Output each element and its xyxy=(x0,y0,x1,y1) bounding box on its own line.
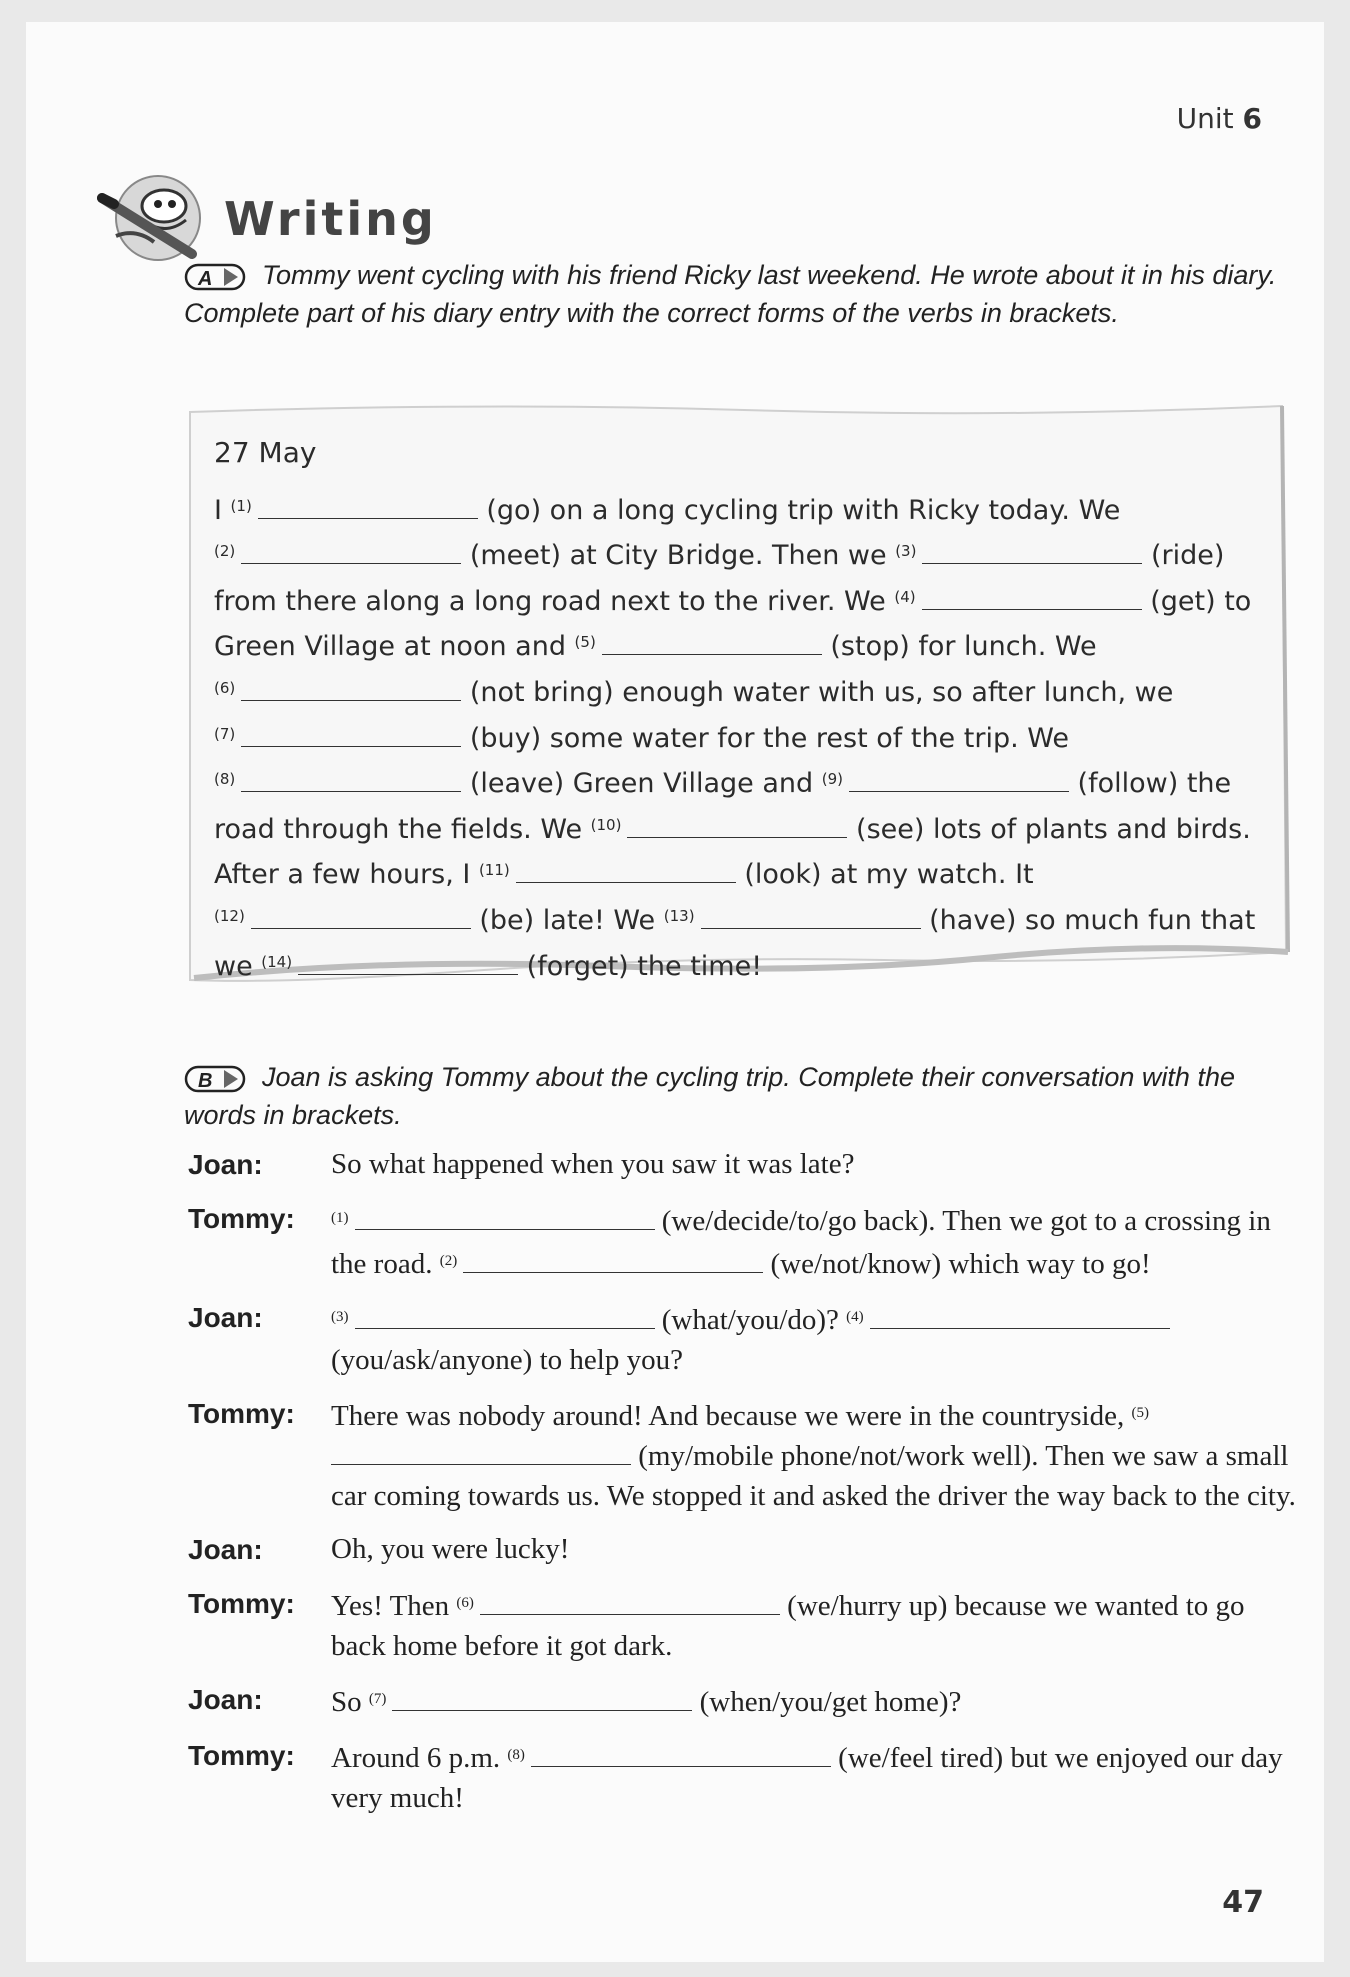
speaker-name: Tommy: xyxy=(188,1740,295,1771)
answer-blank[interactable] xyxy=(392,1688,692,1711)
text-segment: Yes! Then xyxy=(331,1590,457,1622)
unit-label xyxy=(1177,102,1262,135)
diary-line xyxy=(214,531,1264,577)
text-segment: (be) late! We xyxy=(470,904,664,936)
answer-blank[interactable] xyxy=(355,1306,655,1329)
speaker-line xyxy=(331,1297,1298,1380)
speaker-name: Joan: xyxy=(188,1149,263,1180)
text-segment: Oh, you were lucky! xyxy=(331,1533,570,1565)
diary-text xyxy=(214,432,1264,987)
answer-blank[interactable] xyxy=(463,1250,763,1273)
answer-blank[interactable] xyxy=(922,587,1142,610)
item-number: (3) xyxy=(895,542,917,561)
item-number: (10) xyxy=(590,815,622,834)
exercise-b-text: Joan is asking Tommy about the cycling trip. Complete their conversation with the words in brackets. xyxy=(184,1062,1235,1130)
text-segment: (see) lots of plants and birds. xyxy=(847,813,1251,845)
speaker-name: Tommy: xyxy=(188,1398,295,1429)
conversation-turn xyxy=(188,1735,1298,1818)
conversation-turn xyxy=(188,1529,1298,1570)
exercise-a-badge-icon xyxy=(184,262,250,292)
text-segment: (get) to xyxy=(1141,585,1252,617)
text-segment: (stop) for lunch. We xyxy=(821,631,1097,663)
text-segment: (my/mobile phone/not/work well). Then we saw a small car coming towards us. We stopped it and asked the driver the way back to the city. xyxy=(331,1440,1296,1512)
conversation-turn xyxy=(188,1297,1298,1380)
text-segment: (leave) Green Village and xyxy=(461,768,822,800)
diary-line xyxy=(214,759,1264,805)
text-segment: I xyxy=(214,494,231,526)
item-number: (4) xyxy=(894,587,916,606)
text-segment: So what happened when you saw it was late? xyxy=(331,1148,855,1180)
conversation-turn xyxy=(188,1393,1298,1516)
answer-blank[interactable] xyxy=(241,541,461,564)
text-segment: we xyxy=(214,950,262,982)
diary-line xyxy=(214,668,1264,714)
item-number: (8) xyxy=(214,770,236,789)
answer-blank[interactable] xyxy=(241,678,461,701)
answer-blank[interactable] xyxy=(602,632,822,655)
exercise-a-letter: A xyxy=(198,267,213,290)
item-number: (7) xyxy=(214,724,236,743)
text-segment: (we/not/know) which way to go! xyxy=(763,1248,1151,1280)
item-number: (5) xyxy=(1131,1405,1149,1421)
section-heading: Writing xyxy=(224,192,437,246)
answer-blank[interactable] xyxy=(701,906,921,929)
text-segment: (we/feel tired) but we enjoyed our day very much! xyxy=(331,1742,1283,1814)
diary-entry xyxy=(184,392,1294,982)
text-segment: from there along a long road next to the river. We xyxy=(214,585,895,617)
item-number: (1) xyxy=(331,1210,349,1226)
diary-line xyxy=(214,850,1264,896)
answer-blank[interactable] xyxy=(241,769,461,792)
speaker-line xyxy=(331,1144,1298,1185)
speaker-line xyxy=(331,1198,1298,1284)
item-number: (1) xyxy=(230,496,252,515)
text-segment: (we/decide/to/go back). Then we got to a crossing in the road. xyxy=(331,1205,1271,1280)
item-number: (9) xyxy=(821,770,843,789)
exercise-b-badge-icon xyxy=(184,1064,250,1094)
answer-blank[interactable] xyxy=(251,906,471,929)
page-number: 47 xyxy=(1222,1885,1264,1920)
answer-blank[interactable] xyxy=(531,1744,831,1767)
item-number: (12) xyxy=(214,906,245,925)
speaker-line xyxy=(331,1679,1298,1722)
item-number: (13) xyxy=(663,906,695,925)
answer-blank[interactable] xyxy=(355,1207,655,1230)
exercise-a-instruction xyxy=(184,256,1294,332)
diary-line xyxy=(214,805,1264,851)
diary-lines xyxy=(214,486,1264,988)
answer-blank[interactable] xyxy=(480,1592,780,1615)
item-number: (6) xyxy=(456,1595,474,1611)
speaker-name: Tommy: xyxy=(188,1203,295,1234)
pencil-mascot-icon xyxy=(96,158,216,268)
text-segment: (ride) xyxy=(1142,540,1225,572)
text-segment: (look) at my watch. It xyxy=(735,859,1034,891)
text-segment: (follow) the xyxy=(1068,768,1232,800)
speaker-name: Joan: xyxy=(188,1302,263,1333)
diary-line xyxy=(214,714,1264,760)
item-number: (2) xyxy=(439,1253,458,1269)
answer-blank[interactable] xyxy=(849,769,1069,792)
item-number: (4) xyxy=(846,1309,864,1325)
conversation-turn xyxy=(188,1583,1298,1666)
item-number: (5) xyxy=(574,633,596,652)
answer-blank[interactable] xyxy=(241,724,461,747)
text-segment: (what/you/do)? xyxy=(654,1304,847,1336)
item-number: (8) xyxy=(507,1747,525,1763)
text-segment: (forget) the time! xyxy=(518,950,763,982)
conversation-turn xyxy=(188,1679,1298,1722)
exercise-b-letter: B xyxy=(198,1069,213,1092)
item-number: (11) xyxy=(478,861,510,880)
exercise-b-instruction xyxy=(184,1058,1294,1134)
item-number: (2) xyxy=(214,542,236,561)
conversation-turn xyxy=(188,1198,1298,1284)
item-number: (14) xyxy=(261,952,293,971)
text-segment: Green Village at noon and xyxy=(214,631,575,663)
text-segment: (go) on a long cycling trip with Ricky today. We xyxy=(477,494,1121,526)
speaker-line xyxy=(331,1583,1298,1666)
speaker-line xyxy=(331,1393,1298,1516)
unit-number: 6 xyxy=(1242,102,1262,135)
text-segment: Around 6 p.m. xyxy=(331,1742,508,1774)
conversation-turn xyxy=(188,1144,1298,1185)
text-segment: (buy) some water for the rest of the trip. We xyxy=(461,722,1069,754)
text-segment: road through the fields. We xyxy=(214,813,591,845)
answer-blank[interactable] xyxy=(331,1442,631,1465)
exercise-a-text: Tommy went cycling with his friend Ricky last weekend. He wrote about it in his diary. Complete part of his diary entry with the correct forms of the verbs in brackets. xyxy=(184,260,1277,328)
diary-date: 27 May xyxy=(214,436,317,469)
text-segment: (we/hurry up) because we wanted to go back home before it got dark. xyxy=(331,1590,1245,1662)
speaker-name: Joan: xyxy=(188,1534,263,1565)
text-segment: (have) so much fun that xyxy=(920,904,1256,936)
diary-line xyxy=(214,577,1264,623)
item-number: (6) xyxy=(214,678,236,697)
text-segment: (you/ask/anyone) to help you? xyxy=(331,1344,683,1376)
answer-blank[interactable] xyxy=(922,541,1142,564)
speaker-line xyxy=(331,1529,1298,1570)
text-segment: (meet) at City Bridge. Then we xyxy=(461,540,896,572)
diary-line xyxy=(214,622,1264,668)
diary-line xyxy=(214,942,1264,988)
answer-blank[interactable] xyxy=(258,496,478,519)
unit-word: Unit xyxy=(1176,102,1234,135)
speaker-line xyxy=(331,1735,1298,1818)
diary-line xyxy=(214,896,1264,942)
text-segment: (not bring) enough water with us, so after lunch, we xyxy=(461,676,1174,708)
text-segment: So xyxy=(331,1686,369,1718)
answer-blank[interactable] xyxy=(870,1306,1170,1329)
item-number: (3) xyxy=(331,1309,349,1325)
item-number: (7) xyxy=(368,1691,387,1707)
workbook-page xyxy=(26,22,1324,1962)
answer-blank[interactable] xyxy=(298,952,518,975)
speaker-name: Joan: xyxy=(188,1684,263,1715)
diary-line xyxy=(214,486,1264,532)
text-segment: (when/you/get home)? xyxy=(692,1686,962,1718)
speaker-name: Tommy: xyxy=(188,1588,295,1619)
conversation xyxy=(188,1144,1298,1831)
answer-blank[interactable] xyxy=(516,860,736,883)
answer-blank[interactable] xyxy=(627,815,847,838)
text-segment: After a few hours, I xyxy=(214,859,479,891)
text-segment: There was nobody around! And because we were in the countryside, xyxy=(331,1400,1132,1432)
